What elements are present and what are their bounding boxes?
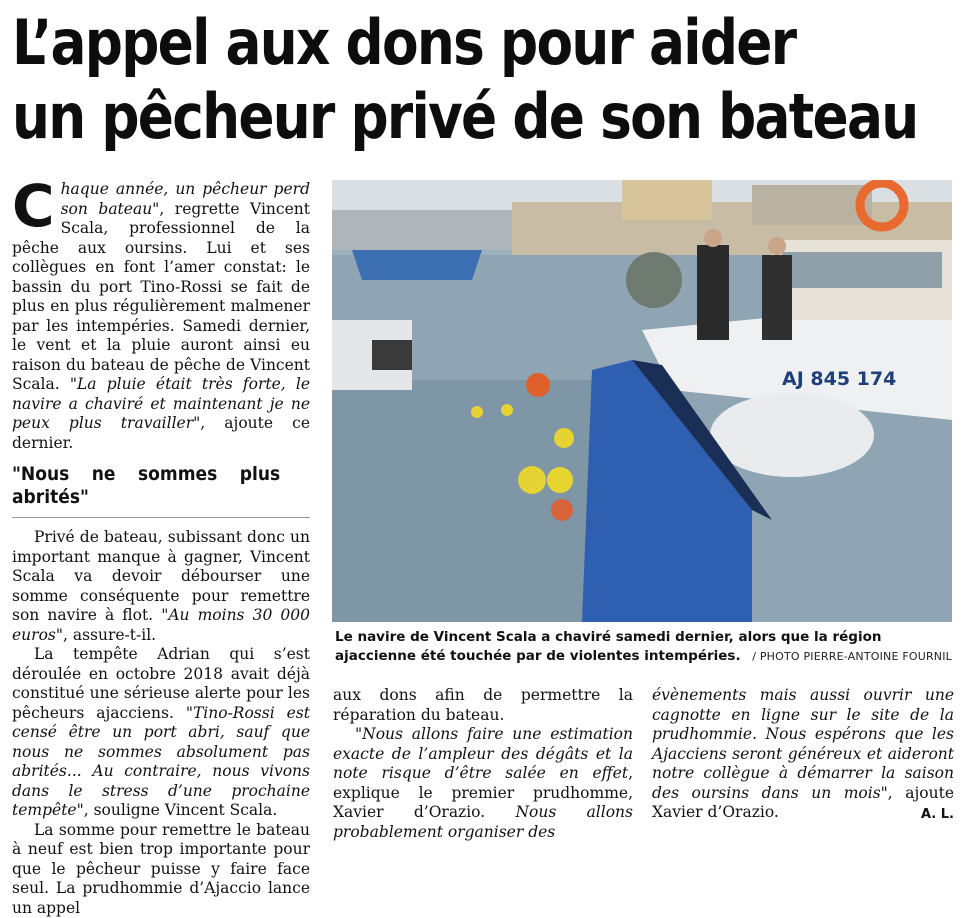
headline-line-2: un pêcheur privé de son bateau [12, 80, 829, 154]
paragraph: La somme pour remettre le bateau à neuf est bien trop importante pour que le pêcheur puisse y faire face seul. La prudhommie d’Ajaccio lance un appel [12, 821, 310, 918]
subheading: "Nous ne sommes plus abrités" [12, 463, 280, 509]
quote: "Au moins 30 000 euros" [12, 606, 310, 644]
quote: évènements mais aussi ouvrir une cagnotte en ligne sur le site de la prudhommie. Nous espérons que les Ajacciens seront généreux et aideront notre collègue à démarrer la saison des oursins dans un mois" [652, 686, 954, 802]
paragraph-intro [12, 180, 310, 453]
capsized-boat-photo [332, 180, 952, 622]
paragraph-text: Privé de bateau, subissant donc un important manque à gagner, Vincent Scala va devoir débourser une somme conséquente pour remettre son navire à flot. [12, 528, 310, 624]
paragraph [333, 725, 633, 842]
paragraph [12, 528, 310, 645]
paragraph-text: , ajoute Xavier d’Orazio. [652, 784, 954, 822]
article-column-3 [652, 686, 954, 824]
paragraph-text: , souligne Vincent Scala. [84, 801, 278, 819]
paragraph: aux dons afin de permettre la réparation du bateau. [333, 686, 633, 725]
divider [12, 517, 310, 518]
quote: Nous allons probablement organiser des [333, 803, 633, 841]
paragraph-text: La tempête Adrian qui s’est déroulée en octobre 2018 avait déjà constitué une sérieuse alerte pour les pêcheurs ajacciens. [12, 645, 310, 722]
boat-registration: AJ 845 174 [782, 368, 896, 390]
paragraph-text: , regrette Vincent Scala, professionnel de la pêche aux oursins. Lui et ses collègues en font l’amer constat: le bassin du port Tino-Rossi se fait de plus en plus régulièrement malmener par les intempéries. Samedi dernier, le vent et la pluie auront ainsi eu raison du bateau de pêche de Vincent Scala. [12, 200, 310, 394]
paragraph [12, 645, 310, 821]
article-column-2 [333, 686, 633, 842]
paragraph-text: , assure-t-il. [63, 626, 156, 644]
article-column-1 [12, 180, 310, 918]
paragraph-text: , explique le premier prudhomme, Xavier d’Orazio. [333, 764, 633, 821]
drop-cap: C [12, 182, 55, 230]
author-signature: A. L. [652, 805, 954, 825]
quote: "Tino-Rossi est censé être un port abri, sauf que nous ne sommes absolument pas abrités... Au contraire, nous vivons dans le stress d’une prochaine tempête" [12, 704, 310, 820]
paragraph-text: , ajoute ce dernier. [12, 414, 310, 452]
headline [12, 6, 829, 154]
photo-caption: Le navire de Vincent Scala a chaviré samedi dernier, alors que la région ajaccienne été touchée par de violentes intempéries. [335, 628, 953, 666]
headline-line-1: L’appel aux dons pour aider [12, 6, 829, 80]
paragraph [652, 686, 954, 823]
quote: "Nous allons faire une estimation exacte de l’ampleur des dégâts et la note risque d’être salée en effet [333, 725, 633, 782]
quote: haque année, un pêcheur perd son bateau" [61, 180, 310, 218]
quote: "La pluie était très forte, le navire a chaviré et maintenant je ne peux plus travailler" [12, 375, 310, 432]
article-photo [332, 180, 952, 622]
photo-credit: / PHOTO PIERRE-ANTOINE FOURNIL [752, 650, 952, 663]
